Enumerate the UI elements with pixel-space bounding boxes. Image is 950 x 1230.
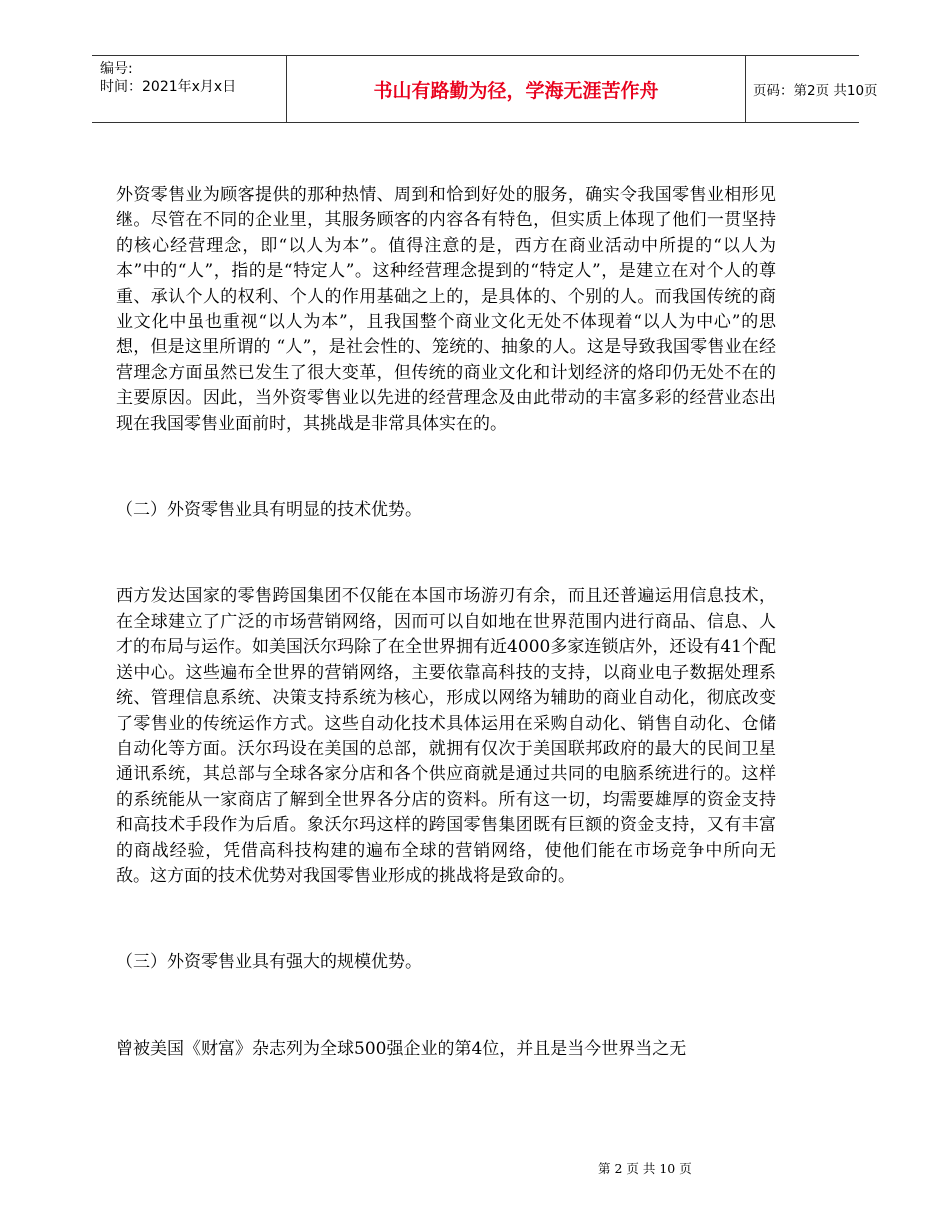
- document-body: [116, 183, 776, 1062]
- page-footer: 第 2 页 共 10 页: [598, 1161, 692, 1176]
- paragraph-service-philosophy: 外资零售业为顾客提供的那种热情、周到和恰到好处的服务，确实令我国零售业相形见继。尽管在不同的企业里，其服务顾客的内容各有特色，但实质上体现了他们一贯坚持的核心经营理念，即“以人为本”。值得注意的是，西方在商业活动中所提的“以人为本”中的“人”，指的是“特定人”。这种经营理念提到的“特定人”，是建立在对个人的尊重、承认个人的权利、个人的作用基础之上的，是具体的、个别的人。而我国传统的商业文化中虽也重视“以人为本”，且我国整个商业文化无处不体现着“以人为中心”的思想，但是这里所谓的 “人”，是社会性的、笼统的、抽象的人。这是导致我国零售业在经营理念方面虽然已发生了很大变革，但传统的商业文化和计划经济的烙印仍无处不在的主要原因。因此，当外资零售业以先进的经营理念及由此带动的丰富多彩的经营业态出现在我国零售业面前时，其挑战是非常具体实在的。: [116, 185, 776, 434]
- header-motto: 书山有路勤为径，学海无涯苦作舟: [373, 79, 659, 102]
- header-meta-cell: [92, 56, 285, 122]
- section-heading-scale: （三）外资零售业具有强大的规模优势。: [116, 952, 422, 973]
- header-motto-cell: [286, 56, 746, 122]
- header-page-info: 页码：第2页 共10页: [753, 83, 878, 99]
- document-number-label: 编号:: [100, 61, 133, 77]
- document-time-label: 时间：2021年x月x日: [100, 79, 237, 95]
- section-heading-technology: （二）外资零售业具有明显的技术优势。: [116, 500, 422, 521]
- page-header: [92, 55, 878, 123]
- paragraph-technology-advantage: 西方发达国家的零售跨国集团不仅能在本国市场游刃有余，而且还普遍运用信息技术，在全球建立了广泛的市场营销网络，因而可以自如地在世界范围内进行商品、信息、人才的布局与运作。如美国沃尔玛除了在全世界拥有近4000多家连锁店外，还设有41个配送中心。这些遍布全世界的营销网络，主要依靠高科技的支持，以商业电子数据处理系统、管理信息系统、决策支持系统为核心，形成以网络为辅助的商业自动化，彻底改变了零售业的传统运作方式。这些自动化技术具体运用在采购自动化、销售自动化、仓储自动化等方面。沃尔玛设在美国的总部，就拥有仅次于美国联邦政府的最大的民间卫星通讯系统，其总部与全球各家分店和各个供应商就是通过共同的电脑系统进行的。这样的系统能从一家商店了解到全世界各分店的资料。所有这一切，均需要雄厚的资金支持和高技术手段作为后盾。象沃尔玛这样的跨国零售集团既有巨额的资金支持，又有丰富的商战经验，凭借高科技构建的遍布全球的营销网络，使他们能在市场竞争中所向无敌。这方面的技术优势对我国零售业形成的挑战将是致命的。: [116, 586, 776, 886]
- paragraph-scale-advantage: 曾被美国《财富》杂志列为全球500强企业的第4位，并且是当今世界当之无: [116, 1038, 687, 1059]
- header-page-cell: [745, 56, 878, 122]
